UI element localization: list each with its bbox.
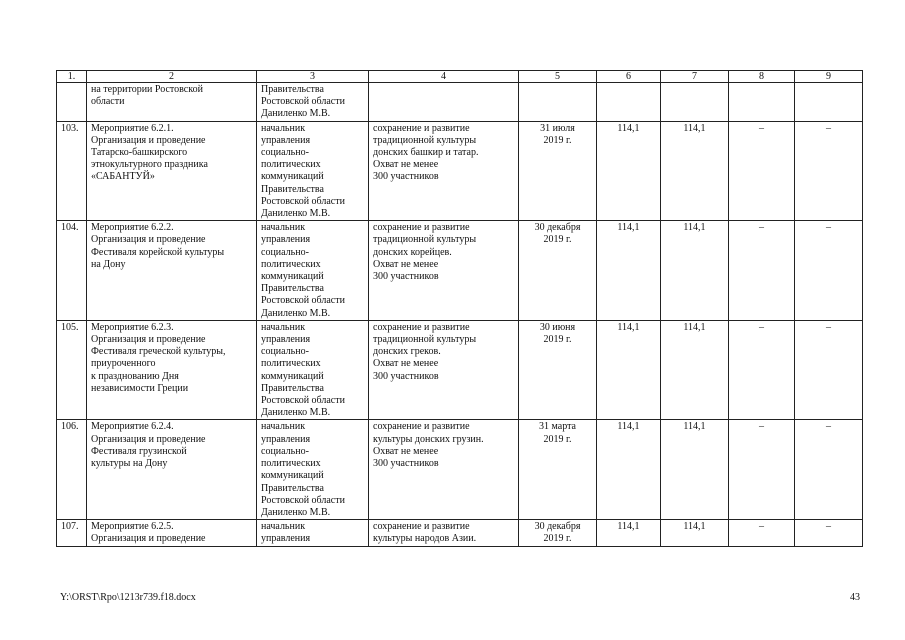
- value-cell: [597, 83, 661, 122]
- table-row: [57, 121, 863, 221]
- row-number-cell: 105.: [57, 320, 87, 420]
- value-cell: [795, 83, 863, 122]
- result-cell: сохранение и развитие культуры донских грузин. Охват не менее 300 участников: [369, 420, 519, 520]
- value-cell: 114,1: [597, 520, 661, 546]
- value-cell: –: [729, 221, 795, 321]
- value-cell: 114,1: [597, 121, 661, 221]
- table-row: [57, 420, 863, 520]
- column-number: 6: [597, 71, 661, 83]
- value-cell: –: [729, 520, 795, 546]
- event-cell: Мероприятие 6.2.4. Организация и проведение Фестиваля грузинской культуры на Дону: [87, 420, 257, 520]
- responsible-cell: начальник управления социально- политических коммуникаций Правительства Ростовской области Даниленко М.В.: [257, 420, 369, 520]
- result-cell: сохранение и развитие традиционной культуры донских корейцев. Охват не менее 300 участников: [369, 221, 519, 321]
- value-cell: 114,1: [661, 221, 729, 321]
- continuation-row: [57, 83, 863, 122]
- event-cell: на территории Ростовской области: [87, 83, 257, 122]
- result-cell: сохранение и развитие культуры народов Азии.: [369, 520, 519, 546]
- row-number-cell: 106.: [57, 420, 87, 520]
- row-number-cell: 103.: [57, 121, 87, 221]
- event-cell: Мероприятие 6.2.1. Организация и проведение Татарско-башкирского этнокультурного праздника «САБАНТУЙ»: [87, 121, 257, 221]
- value-cell: –: [729, 121, 795, 221]
- date-cell: 31 марта 2019 г.: [519, 420, 597, 520]
- event-cell: Мероприятие 6.2.5. Организация и проведение: [87, 520, 257, 546]
- value-cell: –: [795, 320, 863, 420]
- row-number-cell: 104.: [57, 221, 87, 321]
- date-cell: 30 июня 2019 г.: [519, 320, 597, 420]
- column-number: 2: [87, 71, 257, 83]
- value-cell: –: [795, 420, 863, 520]
- responsible-cell: начальник управления: [257, 520, 369, 546]
- column-number: 7: [661, 71, 729, 83]
- value-cell: 114,1: [661, 520, 729, 546]
- date-cell: 31 июля 2019 г.: [519, 121, 597, 221]
- column-number: 9: [795, 71, 863, 83]
- date-cell: [519, 83, 597, 122]
- event-cell: Мероприятие 6.2.2. Организация и проведение Фестиваля корейской культуры на Дону: [87, 221, 257, 321]
- table-row: [57, 221, 863, 321]
- date-cell: 30 декабря 2019 г.: [519, 520, 597, 546]
- file-path-footer: Y:\ORST\Rpo\1213r739.f18.docx: [60, 592, 196, 603]
- date-cell: 30 декабря 2019 г.: [519, 221, 597, 321]
- event-cell: Мероприятие 6.2.3. Организация и проведение Фестиваля греческой культуры, приуроченного к празднованию Дня независимости Греции: [87, 320, 257, 420]
- row-number-cell: 107.: [57, 520, 87, 546]
- value-cell: 114,1: [597, 221, 661, 321]
- value-cell: 114,1: [597, 420, 661, 520]
- result-cell: сохранение и развитие традиционной культуры донских греков. Охват не менее 300 участников: [369, 320, 519, 420]
- result-cell: сохранение и развитие традиционной культуры донских башкир и татар. Охват не менее 300 участников: [369, 121, 519, 221]
- value-cell: –: [729, 420, 795, 520]
- row-number-cell: [57, 83, 87, 122]
- responsible-cell: начальник управления социально- политических коммуникаций Правительства Ростовской области Даниленко М.В.: [257, 221, 369, 321]
- value-cell: [729, 83, 795, 122]
- column-number: 5: [519, 71, 597, 83]
- plan-table: [56, 70, 863, 547]
- page-number: 43: [850, 592, 860, 603]
- value-cell: 114,1: [661, 420, 729, 520]
- table-row: [57, 520, 863, 546]
- responsible-cell: начальник управления социально- политических коммуникаций Правительства Ростовской области Даниленко М.В.: [257, 320, 369, 420]
- value-cell: –: [795, 221, 863, 321]
- value-cell: 114,1: [661, 121, 729, 221]
- column-number: 3: [257, 71, 369, 83]
- value-cell: 114,1: [661, 320, 729, 420]
- value-cell: –: [795, 520, 863, 546]
- column-number: 8: [729, 71, 795, 83]
- table-row: [57, 320, 863, 420]
- column-number: 1.: [57, 71, 87, 83]
- value-cell: 114,1: [597, 320, 661, 420]
- column-number-row: [57, 71, 863, 83]
- responsible-cell: Правительства Ростовской области Даниленко М.В.: [257, 83, 369, 122]
- value-cell: –: [729, 320, 795, 420]
- column-number: 4: [369, 71, 519, 83]
- value-cell: [661, 83, 729, 122]
- responsible-cell: начальник управления социально- политических коммуникаций Правительства Ростовской области Даниленко М.В.: [257, 121, 369, 221]
- result-cell: [369, 83, 519, 122]
- value-cell: –: [795, 121, 863, 221]
